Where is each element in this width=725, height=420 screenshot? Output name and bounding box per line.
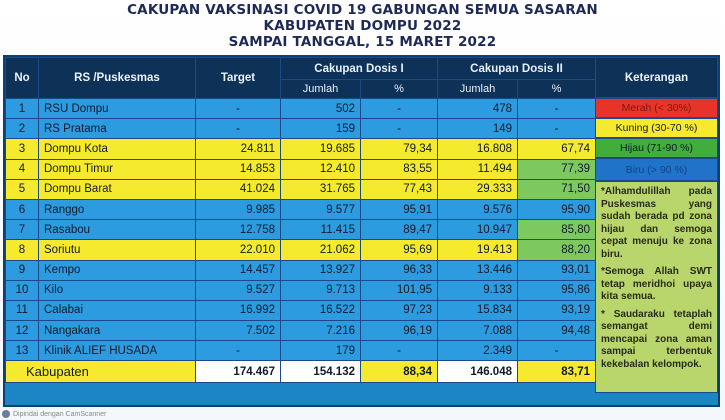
row-name: Rasabou	[39, 220, 196, 240]
row-d2-jumlah: 2.349	[438, 341, 518, 361]
row-d1-pct: 95,69	[361, 240, 438, 260]
row-d2-jumlah: 16.808	[438, 139, 518, 159]
total-d2-jumlah: 146.048	[438, 361, 518, 383]
row-d2-jumlah: 19.413	[438, 240, 518, 260]
row-target: 41.024	[196, 179, 281, 199]
header-dosis-2: Cakupan Dosis II	[438, 58, 596, 80]
row-target: 22.010	[196, 240, 281, 260]
row-name: RSU Dompu	[39, 99, 196, 119]
header-d2-pct: %	[518, 80, 596, 99]
row-name: Kilo	[39, 280, 196, 300]
row-target: 24.811	[196, 139, 281, 159]
row-d2-jumlah: 11.494	[438, 159, 518, 179]
row-d1-pct: 89,47	[361, 220, 438, 240]
row-d2-pct: 71,50	[518, 179, 596, 199]
row-name: Kempo	[39, 260, 196, 280]
row-d1-jumlah: 11.415	[281, 220, 361, 240]
coverage-table	[5, 57, 596, 383]
row-no: 2	[6, 119, 39, 139]
row-target: -	[196, 119, 281, 139]
row-d2-jumlah: 7.088	[438, 321, 518, 341]
header-d1-pct: %	[361, 80, 438, 99]
table-row	[6, 99, 596, 119]
row-d1-pct: 96,19	[361, 321, 438, 341]
row-no: 5	[6, 179, 39, 199]
row-d1-jumlah: 502	[281, 99, 361, 119]
table-row	[6, 119, 596, 139]
row-no: 12	[6, 321, 39, 341]
total-d2-pct: 83,71	[518, 361, 596, 383]
row-name: Ranggo	[39, 199, 196, 219]
table-row	[6, 321, 596, 341]
title-line-3: SAMPAI TANGGAL, 15 MARET 2022	[228, 34, 497, 50]
total-d1-pct: 88,34	[361, 361, 438, 383]
row-no: 10	[6, 280, 39, 300]
row-d1-pct: 96,33	[361, 260, 438, 280]
row-d1-jumlah: 19.685	[281, 139, 361, 159]
row-name: RS Pratama	[39, 119, 196, 139]
legend-yellow: Kuning (30-70 %)	[595, 118, 718, 138]
row-d2-jumlah: 478	[438, 99, 518, 119]
row-target: -	[196, 99, 281, 119]
row-no: 7	[6, 220, 39, 240]
row-d1-pct: 83,55	[361, 159, 438, 179]
row-d1-jumlah: 9.713	[281, 280, 361, 300]
row-target: 12.758	[196, 220, 281, 240]
row-d1-pct: 101,95	[361, 280, 438, 300]
legend-note-2: *Semoga Allah SWT tetap meridhoi upaya kita semua.	[601, 266, 712, 302]
header-d1-jumlah: Jumlah	[281, 80, 361, 99]
row-d1-jumlah: 7.216	[281, 321, 361, 341]
table-row	[6, 260, 596, 280]
row-no: 13	[6, 341, 39, 361]
row-d2-pct: 77,39	[518, 159, 596, 179]
legend-header: Keterangan	[595, 57, 718, 98]
scanner-watermark	[2, 410, 106, 418]
row-d1-pct: -	[361, 341, 438, 361]
row-d2-jumlah: 29.333	[438, 179, 518, 199]
row-no: 1	[6, 99, 39, 119]
row-d2-jumlah: 9.576	[438, 199, 518, 219]
header-no: No	[6, 58, 39, 99]
row-d1-jumlah: 12.410	[281, 159, 361, 179]
row-d2-jumlah: 149	[438, 119, 518, 139]
row-d1-pct: 77,43	[361, 179, 438, 199]
row-d2-pct: 67,74	[518, 139, 596, 159]
row-target: 16.992	[196, 300, 281, 320]
row-d1-jumlah: 31.765	[281, 179, 361, 199]
row-target: 9.527	[196, 280, 281, 300]
row-d2-pct: 95,90	[518, 199, 596, 219]
row-d2-pct: 93,01	[518, 260, 596, 280]
row-d1-jumlah: 13.927	[281, 260, 361, 280]
row-d2-jumlah: 13.446	[438, 260, 518, 280]
row-no: 4	[6, 159, 39, 179]
header-target: Target	[196, 58, 281, 99]
row-d1-jumlah: 16.522	[281, 300, 361, 320]
table-row	[6, 220, 596, 240]
row-target: -	[196, 341, 281, 361]
row-name: Dompu Timur	[39, 159, 196, 179]
row-d2-pct: 88,20	[518, 240, 596, 260]
row-target: 14.853	[196, 159, 281, 179]
total-d1-jumlah: 154.132	[281, 361, 361, 383]
row-no: 3	[6, 139, 39, 159]
row-target: 9.985	[196, 199, 281, 219]
table-row	[6, 139, 596, 159]
row-d2-pct: 94,48	[518, 321, 596, 341]
row-d2-pct: -	[518, 341, 596, 361]
table-row	[6, 341, 596, 361]
total-row	[6, 361, 596, 383]
row-d1-jumlah: 179	[281, 341, 361, 361]
legend-blue: Biru (> 90 %)	[595, 158, 718, 181]
title-block	[0, 2, 725, 50]
row-name: Klinik ALIEF HUSADA	[39, 341, 196, 361]
row-d1-pct: 97,23	[361, 300, 438, 320]
row-no: 9	[6, 260, 39, 280]
row-d1-jumlah: 9.577	[281, 199, 361, 219]
row-no: 6	[6, 199, 39, 219]
legend-note-1: *Alhamdulillah pada Puskesmas yang sudah berada pd zona hijau dan semoga cepat menuju ke zona biru.	[601, 186, 712, 260]
title-line-2: KABUPATEN DOMPU 2022	[263, 18, 462, 34]
total-target: 174.467	[196, 361, 281, 383]
row-d2-pct: 93,19	[518, 300, 596, 320]
header-d2-jumlah: Jumlah	[438, 80, 518, 99]
legend-red: Merah (< 30%)	[595, 98, 718, 118]
row-d1-jumlah: 21.062	[281, 240, 361, 260]
legend-notes	[595, 181, 718, 393]
legend-panel	[595, 57, 718, 393]
total-label: Kabupaten	[6, 361, 196, 383]
table-row	[6, 280, 596, 300]
header-rs: RS /Puskesmas	[39, 58, 196, 99]
row-name: Dompu Kota	[39, 139, 196, 159]
row-d1-jumlah: 159	[281, 119, 361, 139]
table-row	[6, 240, 596, 260]
row-d2-pct: 95,86	[518, 280, 596, 300]
legend-green: Hijau (71-90 %)	[595, 138, 718, 158]
row-d1-pct: -	[361, 119, 438, 139]
camscanner-icon	[2, 410, 10, 418]
row-d1-pct: -	[361, 99, 438, 119]
row-d1-pct: 79,34	[361, 139, 438, 159]
table-row	[6, 179, 596, 199]
table-row	[6, 300, 596, 320]
row-name: Dompu Barat	[39, 179, 196, 199]
row-no: 11	[6, 300, 39, 320]
table-row	[6, 199, 596, 219]
title-line-1: CAKUPAN VAKSINASI COVID 19 GABUNGAN SEMUA SASARAN	[127, 2, 598, 18]
table-row	[6, 159, 596, 179]
row-name: Soriutu	[39, 240, 196, 260]
row-d2-jumlah: 9.133	[438, 280, 518, 300]
watermark-text: Dipindai dengan CamScanner	[13, 410, 107, 418]
legend-note-3: * Saudaraku tetaplah semangat demi mencapai zona aman sampai terbentuk kekebalan kelompok.	[601, 308, 712, 370]
row-d2-jumlah: 10.947	[438, 220, 518, 240]
row-d1-pct: 95,91	[361, 199, 438, 219]
row-d2-pct: -	[518, 99, 596, 119]
vaccination-board	[3, 55, 720, 407]
row-name: Nangakara	[39, 321, 196, 341]
row-d2-jumlah: 15.834	[438, 300, 518, 320]
header-dosis-1: Cakupan Dosis I	[281, 58, 438, 80]
row-no: 8	[6, 240, 39, 260]
row-d2-pct: -	[518, 119, 596, 139]
row-d2-pct: 85,80	[518, 220, 596, 240]
row-target: 7.502	[196, 321, 281, 341]
row-target: 14.457	[196, 260, 281, 280]
row-name: Calabai	[39, 300, 196, 320]
